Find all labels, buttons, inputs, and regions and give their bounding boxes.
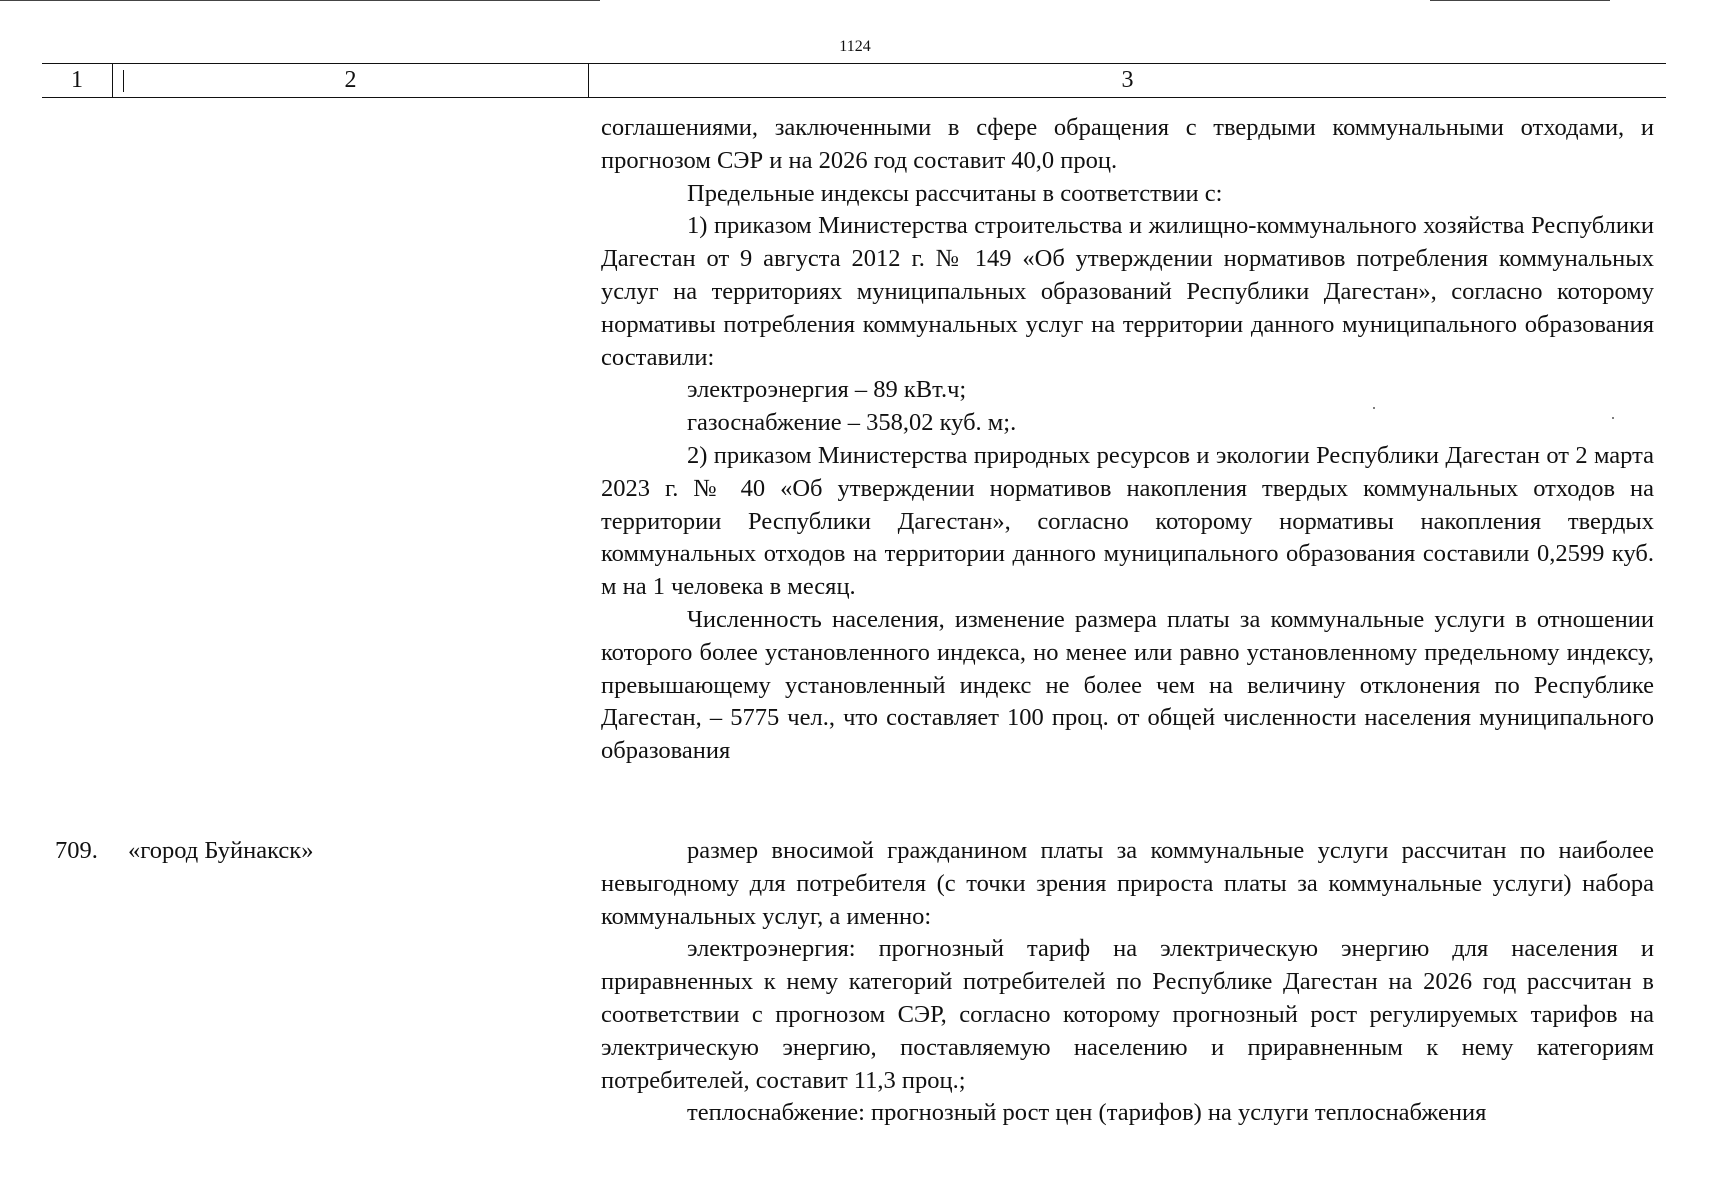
paragraph: электроэнергия: прогнозный тариф на электрическую энергию для населения и приравненных к нему категорий потребителей по Республике Дагестан на 2026 год рассчитан в соответствии с прогнозом СЭР, согласно которому прогнозный рост регулируемых тарифов на электрическую энергию, поставляемую населению и приравненным к нему категориям потребителей, составит 11,3 проц.; <box>601 935 1654 1094</box>
norm-gas: газоснабжение – 358,02 куб. м;. <box>687 409 1017 437</box>
paragraph: 2) приказом Министерства природных ресурсов и экологии Республики Дагестан от 2 марта 2023 г. № 40 «Об утверждении нормативов накопления твердых коммунальных отходов на территории Республики Дагестан», согласно которому нормативы накопления твердых коммунальных отходов на территории данного муниципального образования составили 0,2599 куб. м на 1 человека в месяц. <box>601 441 1654 601</box>
entry-708-description <box>601 112 1654 768</box>
header-col-2: 2 <box>113 64 589 97</box>
page-number: 1124 <box>839 38 871 55</box>
paragraph: Численность населения, изменение размера платы за коммунальные услуги в отношении которого более установленного индекса, но менее или равно установленному предельному индексу, превышающему установленный индекс не более чем на величину отклонения по Республике Дагестан, – 5775 чел., что составляет 100 проц. от общей численности населения муниципального образования <box>601 605 1654 765</box>
norm-electricity: электроэнергия – 89 кВт.ч; <box>687 376 967 404</box>
entry-municipality-name: «город Буйнакск» <box>128 837 314 864</box>
entry-number: 709. <box>55 837 98 864</box>
paragraph: размер вносимой гражданином платы за коммунальные услуги рассчитан по наиболее невыгодному для потребителя (с точки зрения прироста платы за коммунальные услуги) набора коммунальных услуг, а именно: <box>601 837 1654 930</box>
scan-edge-line-left <box>0 0 600 1</box>
header-col-1: 1 <box>42 64 113 97</box>
header-col-3: 3 <box>1121 67 1134 93</box>
scan-edge-line-right <box>1430 0 1610 1</box>
paragraph: теплоснабжение: прогнозный рост цен (тарифов) на услуги теплоснабжения <box>687 1099 1487 1127</box>
scan-speck <box>1373 407 1375 409</box>
paragraph: 1) приказом Министерства строительства и жилищно-коммунального хозяйства Республики Дагестан от 9 августа 2012 г. № 149 «Об утверждении нормативов потребления коммунальных услуг на территориях муниципальных образований Республики Дагестан», согласно которому нормативы потребления коммунальных услуг на территории данного муниципального образования составили: <box>601 212 1654 371</box>
paragraph: Предельные индексы рассчитаны в соответствии с: <box>687 179 1223 207</box>
paragraph: соглашениями, заключенными в сфере обращения с твердыми коммунальными отходами, и прогнозом СЭР и на 2026 год составит 40,0 проц. <box>601 114 1654 174</box>
scan-speck <box>1612 417 1614 419</box>
table-header-row <box>42 63 1666 98</box>
entry-709-description <box>601 835 1654 1130</box>
